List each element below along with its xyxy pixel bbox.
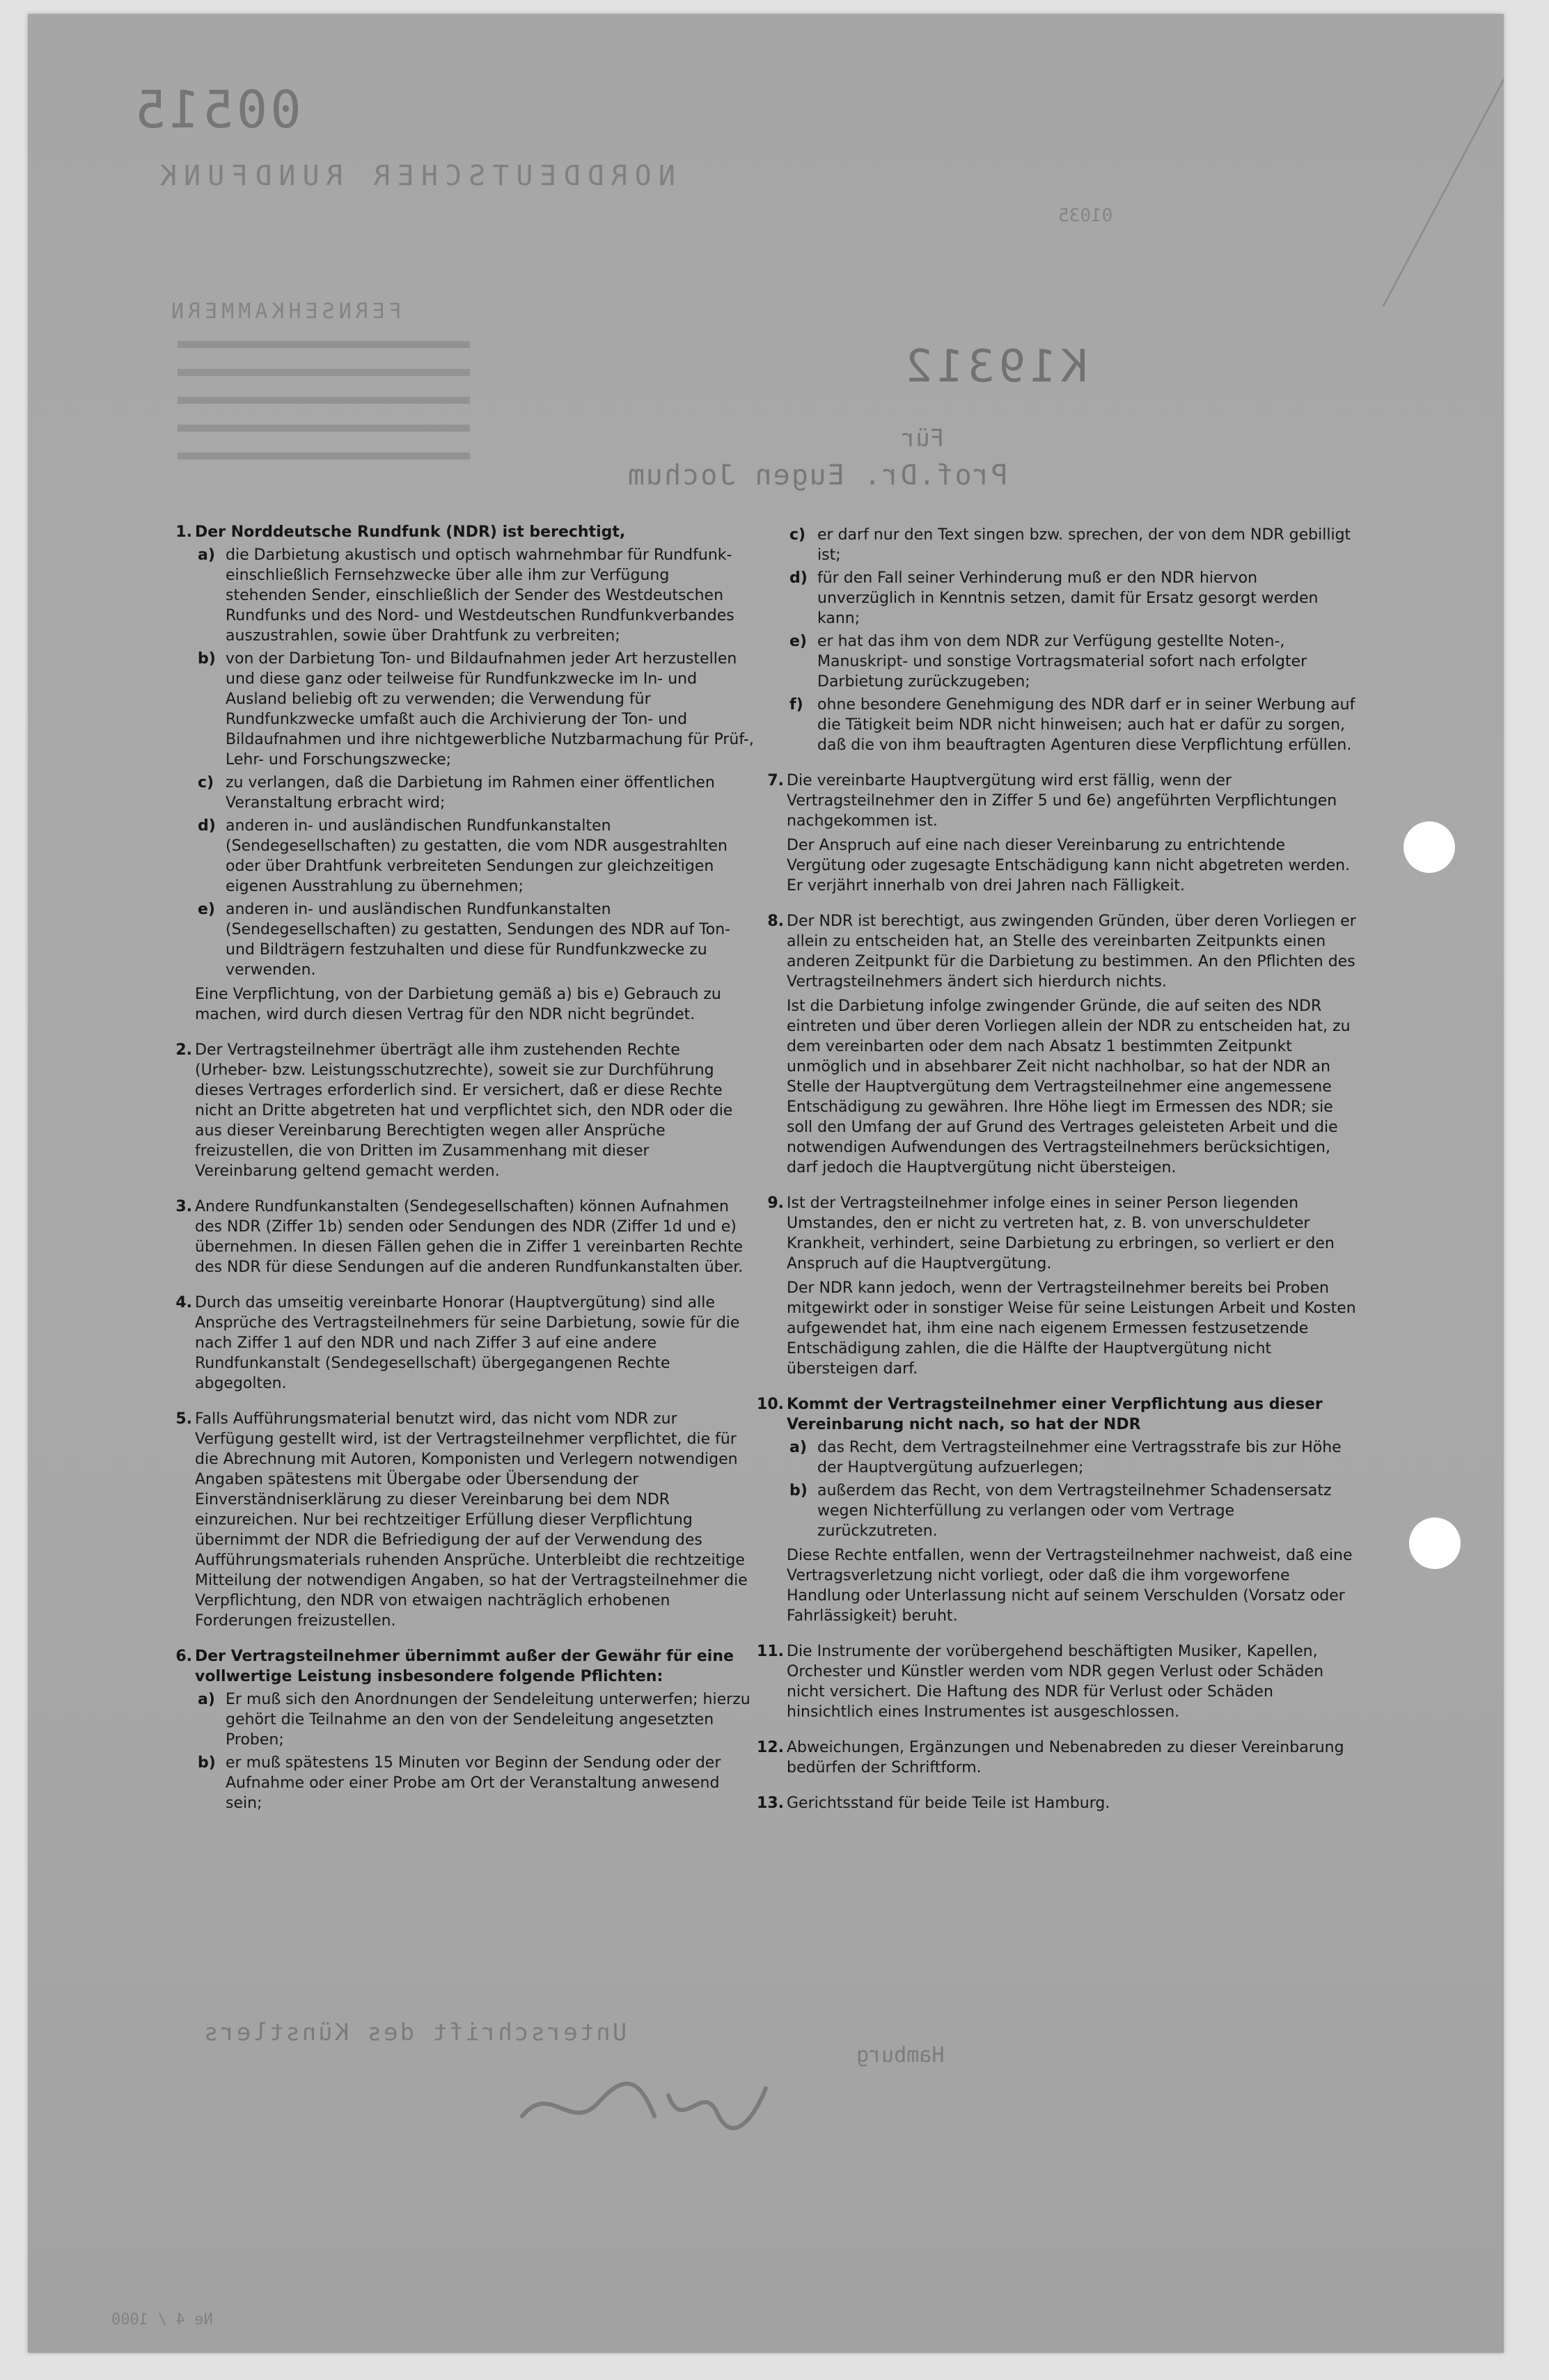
clause-paragraph: Die vereinbarte Hauptvergütung wird erst fällig, wenn der Vertragsteilnehmer den in Ziffer 5 und 6e) angeführten Verpflichtungen nachgekommen ist. — [787, 772, 1337, 830]
clause — [159, 1409, 754, 1631]
clause — [750, 1641, 1356, 1722]
sub-clause-letter: b) — [789, 1482, 808, 1499]
sub-clause-letter: f) — [789, 696, 803, 714]
clause — [750, 1793, 1356, 1813]
clause-paragraph: Die Instrumente der vorübergehend beschäftigten Musiker, Kapellen, Orchester und Künstler werden vom NDR gegen Verlust oder Schäden nicht versichert. Die Haftung des NDR für Verlust oder Schäden hinsichtlich eines Instrumentes ist ausgeschlossen. — [787, 1643, 1324, 1721]
sub-clause — [195, 1753, 754, 1813]
sub-clause-text: er muß spätestens 15 Minuten vor Beginn der Sendung oder der Aufnahme oder einer Probe am Ort der Veranstaltung anwesend sein; — [226, 1754, 721, 1812]
bleedthrough-contract-number: K19312 — [902, 341, 1088, 393]
clause-number: 9. — [767, 1195, 784, 1212]
clause-paragraph: Durch das umseitig vereinbarte Honorar (Hauptvergütung) sind alle Ansprüche des Vertragsteilnehmers für seine Darbietung, sowie für die nach Ziffer 1 auf den NDR und nach Ziffer 3 auf eine andere Rundfunkanstalt (Sendegesellschaft) übergegangenen Rechte abgegolten. — [195, 1294, 740, 1392]
sub-clause — [195, 899, 754, 980]
clause-paragraph: Der Anspruch auf eine nach dieser Vereinbarung zu entrichtende Vergütung oder zugesagte Entschädigung kann nicht abgetreten werden. Er verjährt innerhalb von drei Jahren nach Fälligkeit. — [787, 837, 1351, 895]
clause-number: 1. — [175, 523, 192, 541]
sub-clause-letter: e) — [789, 633, 807, 650]
clause-number: 7. — [767, 772, 784, 789]
clause-paragraph: Falls Aufführungsmaterial benutzt wird, das nicht vom NDR zur Verfügung gestellt wird, ist der Vertragsteilnehmer verpflichtet, die für die Abrechnung mit Autoren, Komponisten und Verlegern notwendigen Angaben spätestens mit Übergabe oder Übersendung der Einverständniserklärung zu dieser Vereinbarung bei dem NDR einzureichen. Nur bei rechtzeitiger Erfüllung dieser Verpflichtung übernimmt der NDR die Befriedigung der auf der Verwendung des Aufführungsmaterials ruhenden Ansprüche. Unterbleibt die rechtzeitige Mitteilung der notwendigen Angaben, so hat der Vertragsteilnehmer die Verpflichtung, den NDR von etwaigen nachträglich erhobenen Forderungen freizustellen. — [195, 1410, 748, 1630]
sub-clause-text: er darf nur den Text singen bzw. sprechen, der von dem NDR gebilligt ist; — [817, 526, 1351, 564]
sub-clause — [787, 695, 1356, 755]
clause — [159, 1646, 754, 1813]
sub-clause-text: ohne besondere Genehmigung des NDR darf er in seiner Werbung auf die Tätigkeit beim NDR nicht hinweisen; auch hat er dafür zu sorgen, daß die von ihm beauftragten Agenturen diese Verpflichtung erfüllen. — [817, 696, 1355, 754]
bleedthrough-for-label: Für — [902, 425, 945, 452]
bleedthrough-subheader: FERNSEHKAMMERN — [167, 299, 402, 324]
clause — [750, 771, 1356, 896]
clause — [750, 1737, 1356, 1778]
clause-paragraph: Diese Rechte entfallen, wenn der Vertragsteilnehmer nachweist, daß eine Vertragsverletzung nicht vorliegt, oder daß die ihm vorgeworfene Handlung oder Unterlassung nicht auf seinem Verschulden (Vorsatz oder Fahrlässigkeit) beruht. — [787, 1547, 1353, 1625]
clause — [750, 525, 1356, 755]
clause-paragraph: Der Vertragsteilnehmer überträgt alle ihm zustehenden Rechte (Urheber- bzw. Leistungsschutzrechte), soweit sie zur Durchführung dieses Vertrages erforderlich sind. Er versichert, daß er diese Rechte nicht an Dritte abgetreten hat und verpflichtet sich, den NDR oder die aus dieser Vereinbarung Berechtigten wegen aller Ansprüche freizustellen, die von Dritten im Zusammenhang mit dieser Vereinbarung geltend gemacht werden. — [195, 1041, 733, 1180]
clause-number: 4. — [175, 1294, 192, 1311]
clause-number: 8. — [767, 913, 784, 930]
clause-paragraph: Abweichungen, Ergänzungen und Nebenabreden zu dieser Vereinbarung bedürfen der Schriftform. — [787, 1739, 1344, 1776]
sub-clause-letter: c) — [789, 526, 806, 544]
clause-number: 5. — [175, 1410, 192, 1428]
sub-clause-text: von der Darbietung Ton- und Bildaufnahmen jeder Art herzustellen und diese ganz oder teilweise für Rundfunkzwecke im In- und Ausland beliebig oft zu verwenden; die Verwendung für Rundfunkzwecke umfaßt auch die Archivierung der Ton- und Bildaufnahmen und ihre nichtgewerbliche Nutzbarmachung für Prüf-, Lehr- und Forschungszwecke; — [226, 650, 754, 769]
bleedthrough-doc-number: 00515 — [132, 80, 301, 140]
clause — [159, 1197, 754, 1277]
clause — [750, 911, 1356, 1178]
sub-clause-letter: e) — [198, 901, 215, 918]
sub-clause-text: Er muß sich den Anordnungen der Sendeleitung unterwerfen; hierzu gehört die Teilnahme an den von der Sendeleitung angesetzten Proben; — [226, 1691, 750, 1749]
sub-clause — [787, 631, 1356, 692]
sub-clause-letter: d) — [789, 569, 808, 587]
clause — [750, 1193, 1356, 1379]
sub-clause — [787, 568, 1356, 629]
sub-clause — [787, 525, 1356, 565]
clause-paragraph: Eine Verpflichtung, von der Darbietung gemäß a) bis e) Gebrauch zu machen, wird durch diesen Vertrag für den NDR nicht begründet. — [195, 986, 721, 1023]
terms-column-left — [159, 522, 754, 1829]
sub-clause-letter: a) — [198, 546, 215, 564]
sub-clause-letter: c) — [198, 774, 214, 791]
paper-fold-shadow — [1229, 14, 1504, 306]
clause-number: 12. — [757, 1739, 784, 1756]
sub-clause-text: zu verlangen, daß die Darbietung im Rahmen einer öffentlichen Veranstaltung erbracht wird; — [226, 774, 715, 812]
clause-number: 13. — [757, 1795, 784, 1812]
clause-heading: Kommt der Vertragsteilnehmer einer Verpflichtung aus dieser Vereinbarung nicht nach, so hat der NDR — [787, 1396, 1323, 1433]
bleedthrough-small-number: 01035 — [1058, 205, 1113, 226]
sub-clause-text: für den Fall seiner Verhinderung muß er den NDR hiervon unverzüglich in Kenntnis setzen, damit für Ersatz gesorgt werden kann; — [817, 569, 1319, 627]
clause-heading: Der Vertragsteilnehmer übernimmt außer der Gewähr für eine vollwertige Leistung insbesondere folgende Pflichten: — [195, 1648, 734, 1685]
bleedthrough-signature-label: Unterschrift des Künstlers — [202, 2019, 627, 2047]
sub-clause — [195, 1689, 754, 1750]
sub-clause — [787, 1437, 1356, 1478]
sub-clause — [195, 649, 754, 770]
sub-clause-text: er hat das ihm von dem NDR zur Verfügung gestellte Noten-, Manuskript- und sonstige Vortragsmaterial sofort nach erfolgter Darbietung zurückzugeben; — [817, 633, 1307, 691]
sub-clause — [195, 545, 754, 646]
clause — [159, 522, 754, 1025]
clause-number: 3. — [175, 1198, 192, 1215]
sub-clause-letter: b) — [198, 1754, 216, 1772]
sub-clause-letter: d) — [198, 817, 216, 835]
sub-clause-text: außerdem das Recht, von dem Vertragsteilnehmer Schadensersatz wegen Nichterfüllung zu verlangen oder vom Vertrage zurückzutreten. — [817, 1482, 1332, 1540]
sub-clause-text: das Recht, dem Vertragsteilnehmer eine Vertragsstrafe bis zur Höhe der Hauptvergütung aufzuerlegen; — [817, 1439, 1342, 1476]
sub-clause-text: anderen in- und ausländischen Rundfunkanstalten (Sendegesellschaften) zu gestatten, die vom NDR ausgestrahlten oder über Drahtfunk verbreiteten Sendungen zur gleichzeitigen eigenen Ausstrahlung zu übernehmen; — [226, 817, 728, 895]
clause-number: 11. — [757, 1643, 784, 1660]
clause — [159, 1040, 754, 1181]
punch-hole — [1403, 821, 1455, 873]
terms-column-right — [750, 522, 1356, 1829]
bleedthrough-header: NORDDEUTSCHER RUNDFUNK — [153, 160, 675, 192]
clause-number: 10. — [757, 1396, 784, 1413]
sub-clause — [787, 1481, 1356, 1541]
clause-paragraph: Andere Rundfunkanstalten (Sendegesellschaften) können Aufnahmen des NDR (Ziffer 1b) senden oder Sendungen des NDR (Ziffer 1d und e) übernehmen. In diesen Fällen gehen die in Ziffer 1 vereinbarten Rechte des NDR für diese Sendungen auf die anderen Rundfunkanstalten über. — [195, 1198, 744, 1276]
sub-clause-text: anderen in- und ausländischen Rundfunkanstalten (Sendegesellschaften) zu gestatten, Sendungen des NDR auf Ton- und Bildträgern festzuhalten und diese für Rundfunkzwecke zu verwenden. — [226, 901, 731, 979]
sub-clause-letter: a) — [198, 1691, 215, 1708]
clause-number: 6. — [175, 1648, 192, 1665]
sub-clause-letter: a) — [789, 1439, 807, 1456]
clause-paragraph: Gerichtsstand für beide Teile ist Hamburg. — [787, 1795, 1110, 1812]
bleedthrough-line — [178, 341, 470, 348]
clause-number: 2. — [175, 1041, 192, 1059]
clause-paragraph: Ist die Darbietung infolge zwingender Gründe, die auf seiten des NDR eintreten und über deren Vorliegen allein der NDR zu entscheiden hat, zu dem vereinbarten oder dem nach Absatz 1 bestimmten Zeitpunkt unmöglich und in absehbarer Zeit nicht nachholbar, so hat der NDR an Stelle der Hauptvergütung dem Vertragsteilnehmer eine angemessene Entschädigung zu gewähren. Ihre Höhe liegt im Ermessen des NDR; sie soll den Umfang der auf Grund des Vertrages geleisteten Arbeit und die notwendigen Aufwendungen des Vertragsteilnehmers berücksichtigen, darf jedoch die Hauptvergütung nicht übersteigen. — [787, 998, 1351, 1176]
bleedthrough-line — [178, 369, 470, 376]
bleedthrough-signature — [508, 2067, 773, 2144]
bleedthrough-footer: Ne 4 / 1000 — [111, 2311, 213, 2328]
bleedthrough-line — [178, 452, 470, 459]
sub-clause — [195, 816, 754, 897]
punch-hole — [1409, 1518, 1461, 1569]
clause — [159, 1293, 754, 1394]
bleedthrough-place: Hamburg — [856, 2043, 945, 2067]
clause-paragraph: Der NDR kann jedoch, wenn der Vertragsteilnehmer bereits bei Proben mitgewirkt oder in sonstiger Weise für seine Leistungen Arbeit und Kosten aufgewendet hat, ihm eine nach eigenem Ermessen festzusetzende Entschädigung zahlen, die die Hälfte der Hauptvergütung nicht übersteigen darf. — [787, 1279, 1356, 1378]
clause-heading: Der Norddeutsche Rundfunk (NDR) ist berechtigt, — [195, 523, 626, 541]
clause-paragraph: Der NDR ist berechtigt, aus zwingenden Gründen, über deren Vorliegen er allein zu entscheiden hat, an Stelle des vereinbarten Zeitpunkts einen anderen Zeitpunkt für die Darbietung zu bestimmen. An den Pflichten des Vertragsteilnehmers ändert sich hierdurch nichts. — [787, 913, 1356, 991]
clause — [750, 1394, 1356, 1626]
document-page — [28, 14, 1504, 2353]
bleedthrough-line — [178, 397, 470, 404]
sub-clause — [195, 773, 754, 813]
bleedthrough-name: Prof.Dr. Eugen Jochum — [627, 459, 1008, 491]
sub-clause-letter: b) — [198, 650, 216, 668]
clause-paragraph: Ist der Vertragsteilnehmer infolge eines in seiner Person liegenden Umstandes, den er nicht zu vertreten hat, z. B. von unverschuldeter Krankheit, verhindert, seine Darbietung zu erbringen, so verliert er den Anspruch auf die Hauptvergütung. — [787, 1195, 1335, 1272]
sub-clause-text: die Darbietung akustisch und optisch wahrnehmbar für Rundfunk- einschließlich Fernsehzwecke über alle ihm zur Verfügung stehenden Sender, einschließlich der Sender des Westdeutschen Rundfunks und des Nord- und Westdeutschen Rundfunkverbandes auszustrahlen, sowie über Drahtfunk zu verbreiten; — [226, 546, 734, 645]
bleedthrough-line — [178, 425, 470, 432]
